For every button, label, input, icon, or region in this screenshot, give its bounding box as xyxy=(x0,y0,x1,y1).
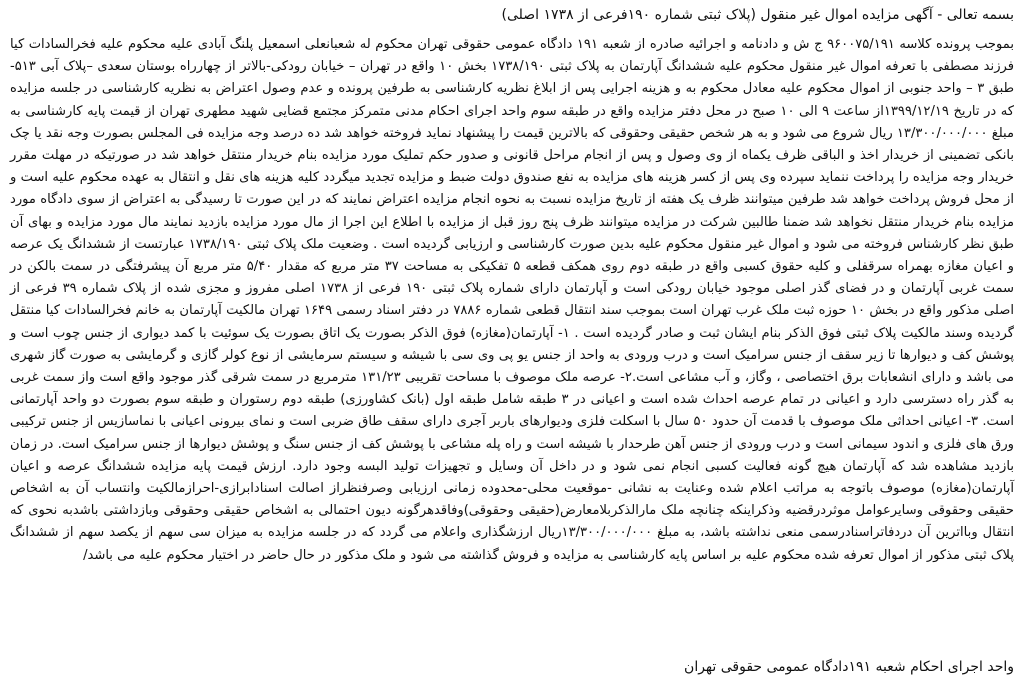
notice-signature: واحد اجرای احکام شعبه ۱۹۱دادگاه عمومی حقوقی تهران xyxy=(684,659,1014,675)
auction-notice xyxy=(10,4,1014,684)
notice-body: بموجب پرونده کلاسه ۹۶۰۰۷۵/۱۹۱ ج ش و دادنامه و اجرائیه صادره از شعبه ۱۹۱ دادگاه عمومی حقوقی تهران محکوم له شعبانعلی اسمعیل پلنگ آبادی علیه محکوم علیه فخرالسادات کیا فرزند مصطفی با تعرفه اموال غیر منقول محکوم علیه ششدانگ آپارتمان به پلاک ثبتی ۱۷۳۸/۱۹۰ بخش ۱۰ واقع در تهران – خیابان رودکی-بالاتر از چهارراه بوستان سعدی –پلاک آبی ۵۱۳- طبق ۳ – واحد جنوبی از اموال محکوم علیه معادل محکوم به و هزینه اجرایی پس از ابلاغ نظریه کارشناسی به طرفین پرونده و عدم وصول اعتراض به نظریه کارشناسی در جلسه مزایده که در تاریخ ۱۳۹۹/۱۲/۱۹از ساعت ۹ الی ۱۰ صبح در محل دفتر مزایده واقع در طبقه سوم واحد اجرای احکام مدنی متمرکز مجتمع قضایی شهید مطهری تهران از قیمت پایه کارشناسی به مبلغ ۱۳/۳۰۰/۰۰۰/۰۰۰ ریال شروع می شود و به هر شخص حقیقی وحقوقی که بالاترین قیمت را پیشنهاد نماید فروخته خواهد شد ده درصد وجه مزایده فی المجلس بصورت وجه نقد یا چک بانکی تضمینی از خریدار اخذ و الباقی ظرف یکماه از وی وصول و پس از انجام مراحل قانونی و صدور حکم تملیک مورد مزایده بنام خریدار منتقل خواهد شد در صورتیکه در مهلت مقرر خریدار وجه مزایده را پرداخت ننماید سپرده وی پس از کسر هزینه های مزایده به نفع صندوق دولت ضبط و مزایده تجدید میگردد کلیه هزینه های نقل و انتقال به عهده محکوم علیه است و از محل فروش پرداخت خواهد شد طرفین میتوانند ظرف یک هفته از تاریخ مزایده نسبت به نحوه انجام مزایده اعتراض نمایند که در این صورت تا رسیدگی به اعتراض از سوی دادگاه مورد مزایده بنام خریدار منتقل نخواهد شد ضمنا طالبین شرکت در مزایده میتوانند ظرف پنج روز قبل از مزایده با اطلاع این اجرا از مال مورد مزایده بازدید نمایند مال مورد مزایده و بهای آن طبق نظر کارشناس فروخته می شود و اموال غیر منقول محکوم علیه بدین صورت کارشناسی و ارزیابی گردیده است . وضعیت ملک پلاک ثبتی ۱۷۳۸/۱۹۰ عبارتست از ششدانگ یک عرصه و اعیان مغازه بهمراه سرقفلی و کلیه حقوق کسبی واقع در طبقه دوم روی همکف قطعه ۵ تفکیکی به مساحت ۳۷ متر مربع که مقدار ۵/۴۰ متر مربع آن پیشرفتگی در سمت بالکن در سمت غربی آپارتمان و در فضای گذر اصلی موجود خیابان رودکی است و آپارتمان دارای شماره پلاک ثبتی ۱۹۰ فرعی از ۱۷۳۸ اصلی مفروز و مجزی شده از پلاک شماره ۳۹ فرعی از اصلی مذکور واقع در بخش ۱۰ حوزه ثبت ملک غرب تهران است بموجب سند انتقال قطعی شماره ۷۸۸۶ در دفتر اسناد رسمی ۱۶۴۹ تهران مالکیت آپارتمان به خانم فخرالسادات کیا منتقل گردیده وسند مالکیت پلاک ثبتی فوق الذکر بنام ایشان ثبت و صادر گردیده است . ۱- آپارتمان(مغازه) فوق الذکر بصورت یک اتاق بصورت یک سوئیت با کمد دیواری از جنس چوب است و پوشش کف و دیوارها تا زیر سقف از جنس سرامیک است و درب ورودی به واحد از جنس یو پی وی سی با شیشه و سیستم سرمایشی از نوع کولر گازی و گرمایشی به صورت گاز شهری می باشد و دارای انشعابات برق اختصاصی ، وگاز، و آب مشاعی است.۲- عرصه ملک موصوف با مساحت تقریبی ۱۳۱/۲۳ مترمربع در سمت شرقی گذر موجود واقع است واز سمت غربی به گذر راه دسترسی دارد و اعیانی در تمام عرصه احداث شده است و اعیانی در ۳ طبقه شامل طبقه اول (بانک کشاورزی) طبقه دوم رستوران و طبقه سوم بصورت دو واحد آپارتمانی است. ۳- اعیانی احداثی ملک موصوف با قدمت آن حدود ۵۰ سال با اسکلت فلزی ودیوارهای باربر آجری دارای سقف طاق ضربی است و نمای بیرونی اعیانی با نماسازیس از جنس ترکیبی ورق های فلزی و اندود سیمانی است و درب ورودی از جنس آهن طرحدار با شیشه است و راه پله مشاعی با پوشش کف از جنس سنگ و پوشش دیوارها از جنس سرامیک است. در زمان بازدید مشاهده شد که آپارتمان هیچ گونه فعالیت کسبی انجام نمی شود و در داخل آن وسایل و تجهیزات تولید البسه وجود دارد. ارزش قیمت پایه مزایده ششدانگ عرصه و اعیان آپارتمان(مغازه) موصوف باتوجه به مراتب اعلام شده وعنایت به نشانی -موقعیت محلی-محدوده زمانی ارزیابی وصرفنظراز اصالت اسنادابرازی-احرازمالکیت وانتساب آن به اشخاص حقیقی وحقوقی وسایرعوامل موثردرقضیه وذکراینکه چنانچه ملک مارالذکربلامعارض(حقیقی وحقوقی)وفاقدهرگونه دیون احتمالی به اشخاص حقیقی وحقوقی وبازداشتی باشدبه نحوی که انتقال وبااترین آن دردفاتراسنادرسمی منعی نداشته باشد، به مبلغ ۱۳/۳۰۰/۰۰۰/۰۰۰ریال ارزشگذاری واعلام می گردد که در جلسه مزایده به میزان سی سهم از یکصد سهم از ششدانگ پلاک ثبتی مذکور از اموال تعرفه شده محکوم علیه بر اساس پایه کارشناسی به مزایده و فروش گذاشته می شود و ملک مذکور در حال حاضر در اختیار محکوم علیه می باشد/ xyxy=(10,37,1015,563)
notice-title: بسمه تعالی - آگهی مزایده اموال غیر منقول (پلاک ثبتی شماره ۱۹۰فرعی از ۱۷۳۸ اصلی) xyxy=(501,7,1014,23)
